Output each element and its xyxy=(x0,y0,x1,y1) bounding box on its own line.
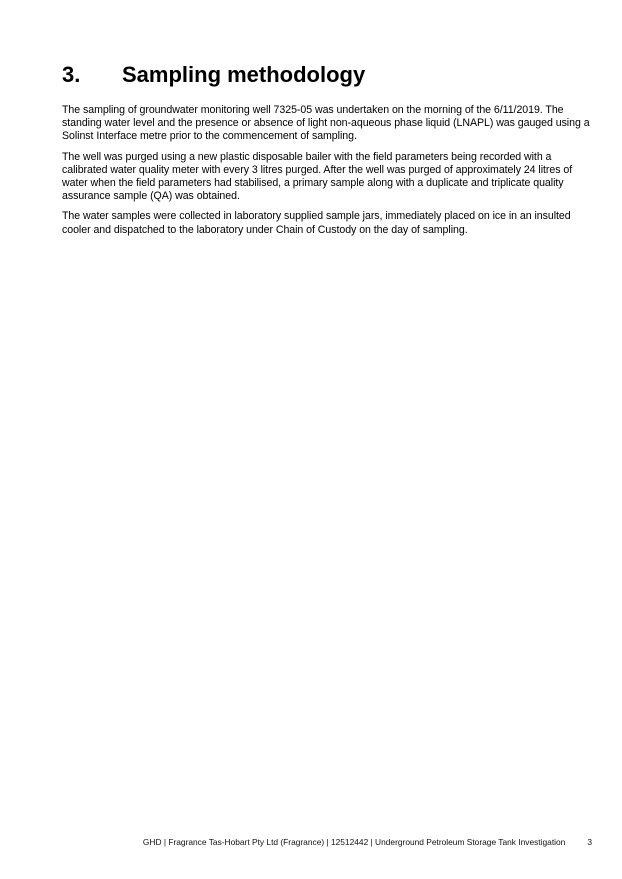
section-number: 3. xyxy=(62,62,81,87)
page-number: 3 xyxy=(587,837,592,847)
section-heading xyxy=(62,60,365,90)
page-footer xyxy=(143,836,592,848)
section-title: Sampling methodology xyxy=(122,62,366,87)
paragraph-sample-handling: The water samples were collected in laboratory supplied sample jars, immediately placed on ice in an insulted cooler and dispatched to the laboratory under Chain of Custody on the day of sampling. xyxy=(62,210,571,236)
paragraph-sampling-procedure: The sampling of groundwater monitoring well 7325-05 was undertaken on the morning of the 6/11/2019. The standing water level and the presence or absence of light non-aqueous phase liquid (LNAPL) was gauged using a Solinst Interface metre prior to the commencement of sampling. xyxy=(62,104,590,143)
section-body xyxy=(62,104,592,244)
footer-text: GHD | Fragrance Tas-Hobart Pty Ltd (Fragrance) | 12512442 | Underground Petroleum Storage Tank Investigation xyxy=(142,837,566,847)
paragraph-well-purging: The well was purged using a new plastic disposable bailer with the field parameters being recorded with a calibrated water quality meter with every 3 litres purged. After the well was purged of approximately 24 litres of water when the field parameters had stabilised, a primary sample along with a duplicate and triplicate quality assurance sample (QA) was obtained. xyxy=(62,150,573,203)
